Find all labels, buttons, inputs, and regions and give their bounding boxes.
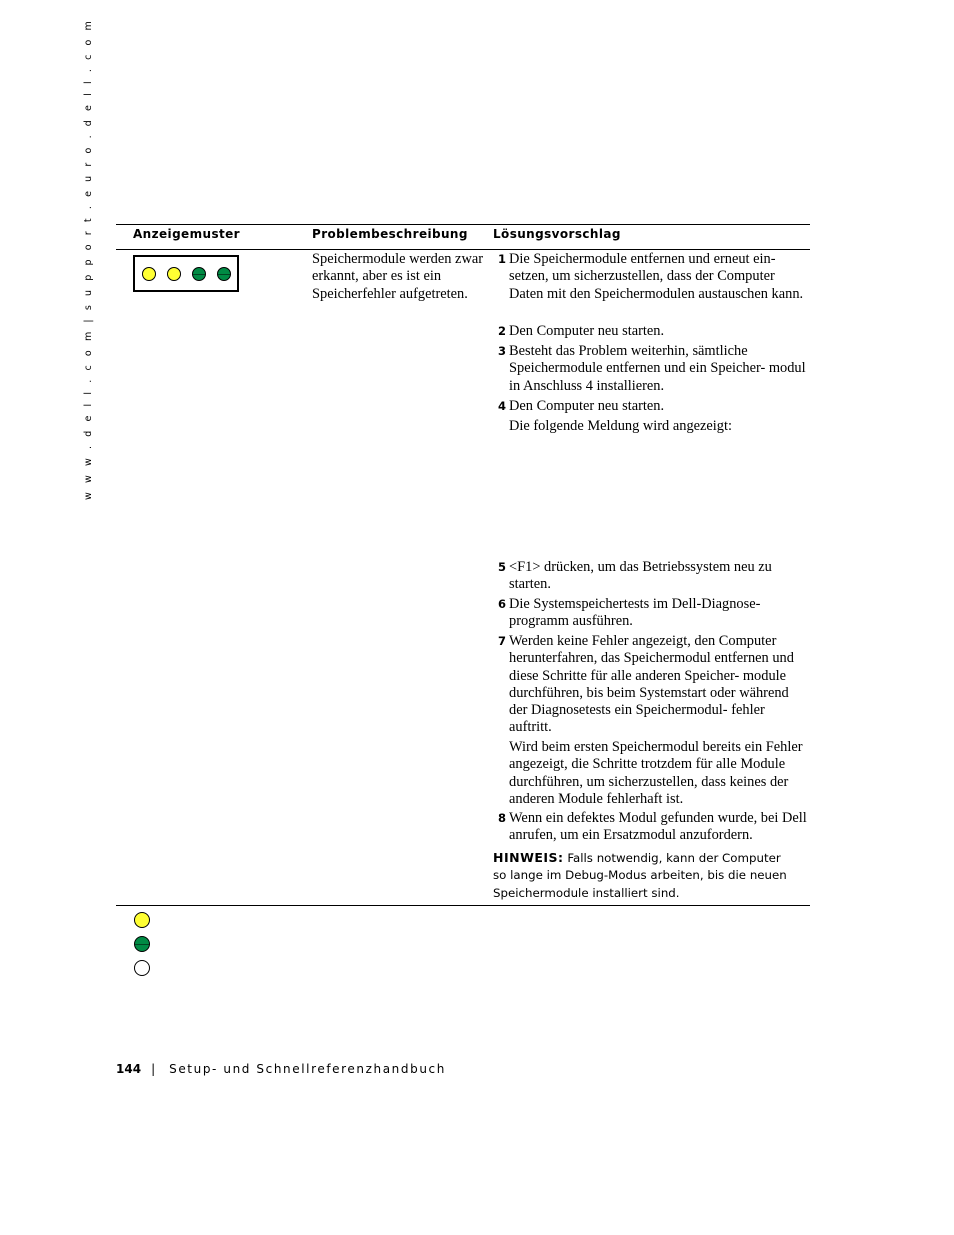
step-7-extra: Wird beim ersten Speichermodul bereits ein Fehler angezeigt, die Schritte trotzdem für alle Module durchführen, um sicherzustellen, dass keines der anderen Module fehlerhaft ist. xyxy=(509,739,803,807)
step-text: Den Computer neu starten. xyxy=(509,398,665,414)
step-number: 3 xyxy=(498,344,507,358)
table-header-rule xyxy=(116,249,810,250)
led-yellow-icon xyxy=(142,267,156,281)
step-text: Die Systemspeichertests im Dell-Diagnose- programm ausführen. xyxy=(509,596,761,630)
step-7 xyxy=(498,633,808,737)
step-2 xyxy=(498,323,808,340)
step-number: 5 xyxy=(498,560,507,574)
step-4 xyxy=(498,398,808,415)
header-problembeschreibung: Problembeschreibung xyxy=(312,227,468,241)
footer-separator: | xyxy=(151,1062,156,1076)
step-number: 7 xyxy=(498,634,507,648)
legend-yellow-led-icon xyxy=(134,912,150,928)
problem-description: Speichermodule werden zwar erkannt, aber es ist ein Speicherfehler aufgetreten. xyxy=(312,251,484,302)
led-green-icon xyxy=(192,267,206,281)
step-8 xyxy=(498,810,808,845)
note xyxy=(493,849,793,902)
step-4-message: Die folgende Meldung wird angezeigt: xyxy=(509,418,732,434)
step-text: Den Computer neu starten. xyxy=(509,323,665,339)
step-number: 4 xyxy=(498,399,507,413)
header-loesungsvorschlag: Lösungsvorschlag xyxy=(493,227,621,241)
step-text: Wenn ein defektes Modul gefunden wurde, bei Dell anrufen, um ein Ersatzmodul anzufordern. xyxy=(509,810,807,844)
step-number: 1 xyxy=(498,252,507,266)
page-number: 144 xyxy=(116,1062,142,1076)
step-text: Besteht das Problem weiterhin, sämtliche Speichermodule entfernen und ein Speicher- modul in Anschluss 4 installieren. xyxy=(509,343,806,394)
step-6 xyxy=(498,596,808,631)
step-number: 8 xyxy=(498,811,507,825)
footer-title: Setup- und Schnellreferenzhandbuch xyxy=(169,1062,446,1076)
step-text: <F1> drücken, um das Betriebssystem neu zu starten. xyxy=(509,559,772,593)
step-number: 6 xyxy=(498,597,507,611)
side-url-text: w w w . d e l l . c o m | s u p p o r t . e u r o . d e l l . c o m xyxy=(83,18,94,500)
led-green-icon xyxy=(217,267,231,281)
step-text: Werden keine Fehler angezeigt, den Computer herunterfahren, das Speichermodul entfernen und diese Schritte für alle anderen Speicher- module durchführen, bis beim Systemstart oder während der Diagnosetests ein Speichermodul- fehler auftritt. xyxy=(509,633,794,736)
table-top-rule xyxy=(116,224,810,225)
page-footer xyxy=(116,1062,446,1076)
step-text: Die Speichermodule entfernen und erneut ein- setzen, um sicherzustellen, dass der Computer Daten mit den Speichermodulen austauschen kann. xyxy=(509,251,804,302)
led-yellow-icon xyxy=(167,267,181,281)
step-5 xyxy=(498,559,808,594)
step-1 xyxy=(498,251,808,303)
diagnostic-light-pattern xyxy=(133,255,239,292)
note-label: HINWEIS: xyxy=(493,850,564,865)
step-number: 2 xyxy=(498,324,507,338)
step-3 xyxy=(498,343,808,395)
header-anzeigemuster: Anzeigemuster xyxy=(133,227,240,241)
legend-green-led-icon xyxy=(134,936,150,952)
legend-off-led-icon xyxy=(134,960,150,976)
table-bottom-rule xyxy=(116,905,810,906)
note-text: Falls notwendig, kann der Computer so lange im Debug-Modus arbeiten, bis die neuen Speichermodule installiert sind. xyxy=(493,851,787,900)
